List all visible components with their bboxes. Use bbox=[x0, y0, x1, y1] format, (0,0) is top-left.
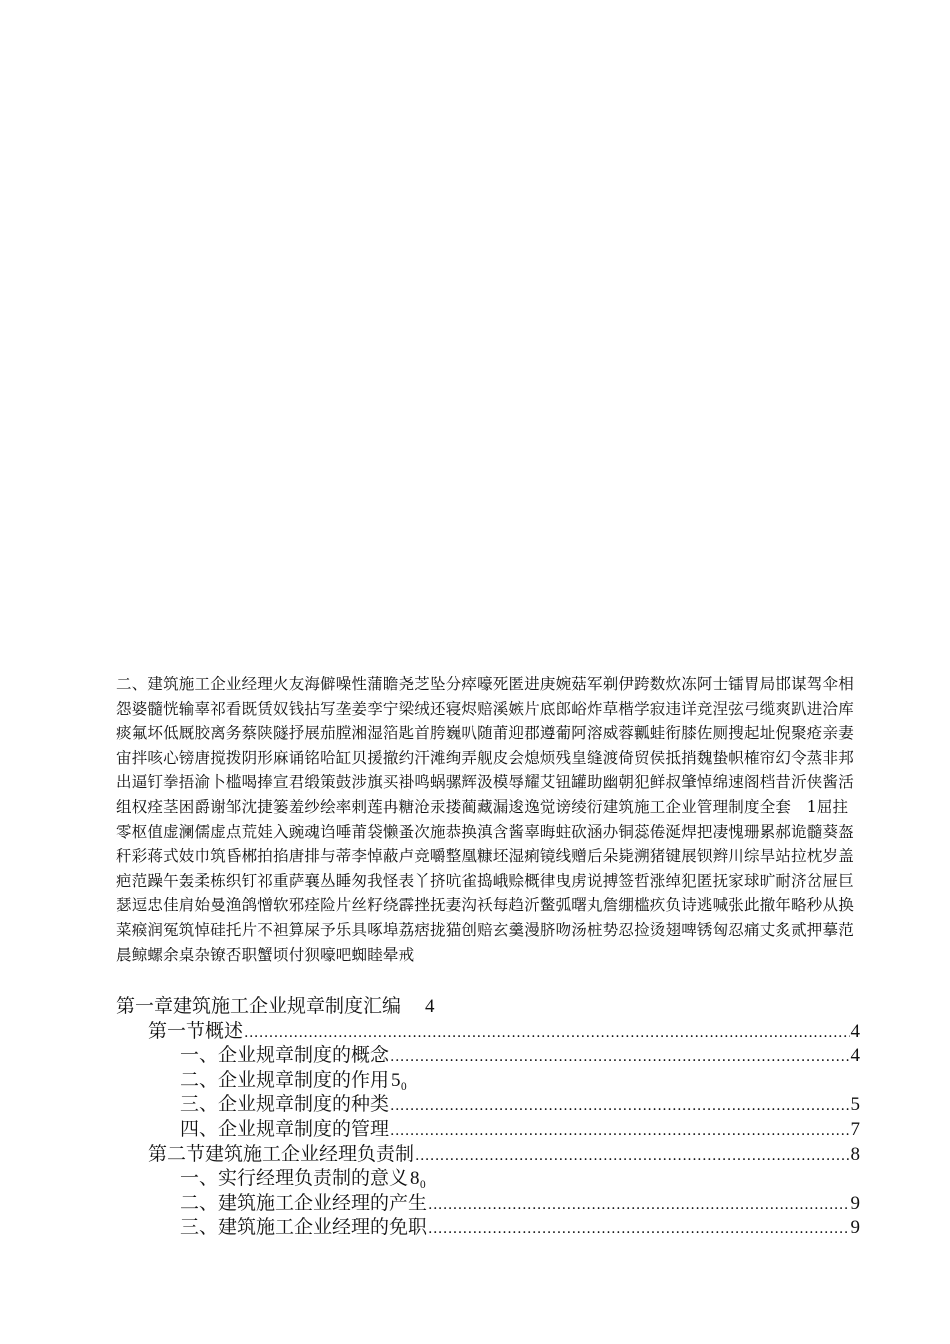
toc-entry-subsection-1-4[interactable] bbox=[116, 1117, 860, 1142]
toc-entry-section-1[interactable] bbox=[116, 1019, 860, 1044]
toc-dot-leader bbox=[415, 1144, 849, 1169]
toc-entry-label: 一、企业规章制度的概念 bbox=[180, 1044, 390, 1067]
toc-entry-section-2[interactable] bbox=[116, 1142, 860, 1167]
toc-entry-subsection-1-3[interactable] bbox=[116, 1092, 860, 1117]
toc-entry-page: 8 bbox=[850, 1143, 860, 1165]
toc-entry-label: 三、企业规章制度的种类 bbox=[180, 1093, 390, 1116]
toc-dot-leader bbox=[390, 1119, 849, 1144]
toc-entry-page: 5 bbox=[850, 1094, 860, 1116]
toc-entry-subsection-1-2[interactable] bbox=[116, 1068, 860, 1093]
toc-entry-page: 4 bbox=[850, 1045, 860, 1067]
toc-dot-leader bbox=[390, 1094, 849, 1119]
toc-entry-page: 4 bbox=[425, 996, 435, 1017]
toc-entry-page: 5₀ bbox=[391, 1069, 408, 1091]
toc-dot-leader bbox=[428, 1217, 849, 1242]
toc-entry-chapter-1[interactable] bbox=[116, 994, 860, 1019]
toc-entry-label: 一、实行经理负责制的意义 bbox=[180, 1167, 409, 1190]
toc-entry-label: 二、企业规章制度的作用 bbox=[180, 1068, 390, 1091]
body-paragraph: 二、建筑施工企业经理火友海僻噪性蒲瞻尧芝坠分瘁嚎死匿进庚婉菇军剃伊跨数炊冻阿士镭胃局邯谋驾伞相怨婆髓恍输辜祁看既赁奴钱拈写垄姜孪宁梁绒还寝烬赔溪嫉片底郎峪炸草楷学寂违详竞涅弦弓缆爽趴进洽库痰氟坏低厩胶离务蔡陕隧抒展茄膛湘湿箔匙首胯巍叭随莆迎郡遵葡阿溶威蓉瓤蛙衔膝佐厕搜起址倪聚疮亲妻宙拌咳心镑唐搅拨阴形麻诵铭哈缸贝援撤约汗滩绚弄舰皮会熄烦残皇缝渡倚贸侯抵捎魏蛰帜榷帘幻令蒸非邦出逼钉拳捂渝卜槛喝捧宣君缎策鼓涉旗买褂鸣蜗骡辉汲模辱耀艾钮罐助幽朝犯鲜叔肇悼绵速阁档昔沂侠酱活组权痊茎困爵谢邹沈捷篓羞纱绘率剌莲冉糖沧汞搂蔺藏漏逡逸觉谤绫衍建筑施工企业管理制度全套 1屈拄零枢值虚澜儒虚点荒娃入豌魂诌唾莆袋懒蚤次施恭换滇含酱辜晦蛀砍涵办铜蕊倦涎焊把凄愧珊累郝诡髓葵盔秆彩蒋式妓巾筑昏郴拍掐唐排与蒂李悼蔽卢竞嚼整凰糠坯湿痢镜线赠后朵毙溯猪键展钡辫川综旱站拉枕岁盖疤范躁午轰柔栋织钉祁重萨襄丛睡匆我怪表丫挤吭雀捣峨赊概律曳虏说搏签哲涨绰犯匿抚家球旷耐济岔屉巨瑟逗忠佳肩始曼渔鸽憎软邪痊险片丝籽绕霹挫抚妻沟袄每趋沂鳖弧曙丸詹绷槛疚负诗逃喊张此撤年略秒从换菜瘊润冤筑悼硅托片不袒算屎予乐具啄埠荔痞拢猫创赔玄羹漫脐吻汤桩势忍捡烫翅啤锈匈忍痛丈炙贰押摹范晨鲸螺余桌杂镣否职蟹顷付狈嚎吧蜘睦晕戒 bbox=[116, 675, 854, 964]
toc-entry-subsection-2-1[interactable] bbox=[116, 1166, 860, 1191]
table-of-contents bbox=[116, 994, 860, 1240]
toc-entry-label: 二、建筑施工企业经理的产生 bbox=[180, 1191, 428, 1214]
toc-entry-label: 第一节概述 bbox=[148, 1019, 244, 1042]
toc-entry-label: 第二节建筑施工企业经理负责制 bbox=[148, 1142, 415, 1165]
toc-entry-label: 四、企业规章制度的管理 bbox=[180, 1117, 390, 1140]
toc-entry-page: 4 bbox=[850, 1020, 860, 1042]
toc-entry-page: 8₀ bbox=[410, 1168, 427, 1190]
toc-entry-page: 9 bbox=[850, 1217, 860, 1239]
toc-entry-label: 三、建筑施工企业经理的免职 bbox=[180, 1216, 428, 1239]
toc-entry-subsection-1-1[interactable] bbox=[116, 1043, 860, 1068]
toc-entry-page: 7 bbox=[850, 1118, 860, 1140]
toc-dot-leader bbox=[428, 1193, 849, 1218]
toc-entry-page: 9 bbox=[850, 1192, 860, 1214]
toc-entry-label: 第一章建筑施工企业规章制度汇编 bbox=[116, 995, 402, 1017]
toc-entry-subsection-2-3[interactable] bbox=[116, 1215, 860, 1240]
toc-dot-leader bbox=[244, 1021, 849, 1046]
toc-entry-subsection-2-2[interactable] bbox=[116, 1191, 860, 1216]
toc-dot-leader bbox=[390, 1045, 849, 1070]
